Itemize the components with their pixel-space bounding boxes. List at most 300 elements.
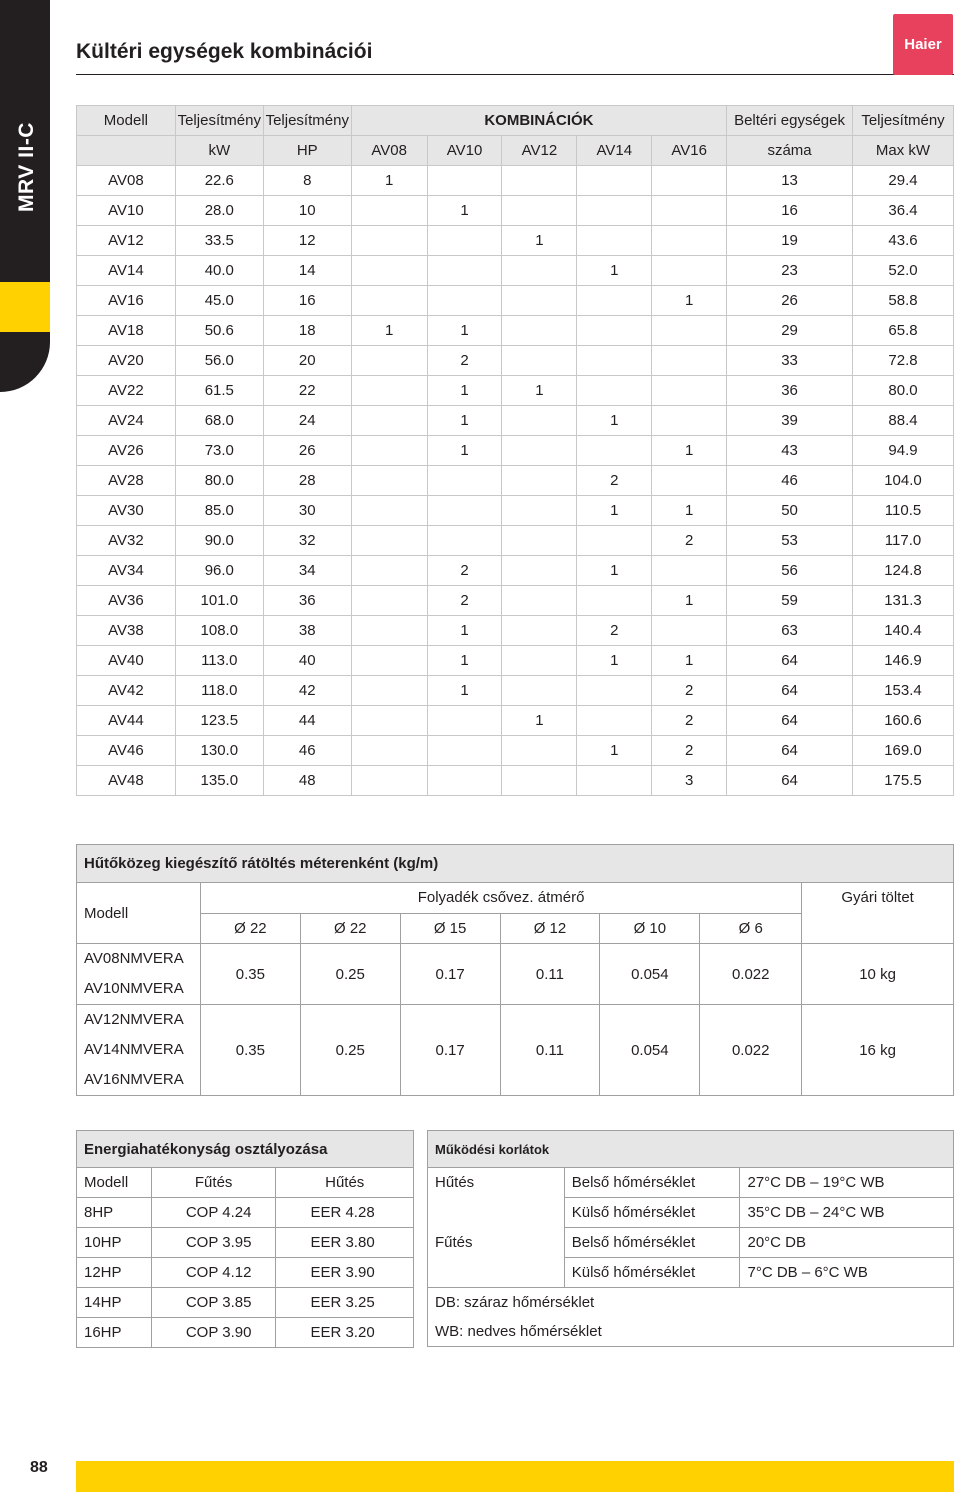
table-cell: 130.0 xyxy=(175,736,263,766)
table-cell: 40 xyxy=(263,646,351,676)
value-cell: 0.35 xyxy=(200,1005,300,1096)
table-cell: 13 xyxy=(727,166,853,196)
header-cell: Max kW xyxy=(853,136,954,166)
energy-cell: EER 3.25 xyxy=(276,1288,414,1318)
table-cell xyxy=(502,586,577,616)
table-cell: 1 xyxy=(427,376,502,406)
table-cell: AV36 xyxy=(77,586,176,616)
table-cell: 43 xyxy=(727,436,853,466)
table-cell: 58.8 xyxy=(853,286,954,316)
energy-cell: COP 4.12 xyxy=(151,1258,276,1288)
table-cell xyxy=(427,166,502,196)
table-row xyxy=(77,736,954,766)
limits-value: 35°C DB – 24°C WB xyxy=(740,1198,954,1228)
table-row xyxy=(77,616,954,646)
header-cell: AV08 xyxy=(351,136,427,166)
header-cell: Teljesítmény xyxy=(853,106,954,136)
limits-mode xyxy=(428,1258,565,1288)
table-cell: 73.0 xyxy=(175,436,263,466)
table-cell: 2 xyxy=(577,466,652,496)
energy-cell: EER 3.80 xyxy=(276,1228,414,1258)
diameter-header: Ø 10 xyxy=(600,913,700,944)
table-cell xyxy=(652,466,727,496)
table-cell: AV30 xyxy=(77,496,176,526)
table-cell xyxy=(652,406,727,436)
haier-logo xyxy=(893,14,953,75)
table-cell: 46 xyxy=(727,466,853,496)
value-cell: 0.022 xyxy=(700,1005,802,1096)
table-cell xyxy=(502,286,577,316)
table-cell xyxy=(652,346,727,376)
limits-mode: Fűtés xyxy=(428,1228,565,1258)
value-cell: 0.054 xyxy=(600,1005,700,1096)
table-row xyxy=(77,286,954,316)
table-cell: 80.0 xyxy=(175,466,263,496)
energy-row xyxy=(77,1288,414,1318)
limits-value: 20°C DB xyxy=(740,1228,954,1258)
table-cell: 2 xyxy=(652,526,727,556)
table-cell xyxy=(502,256,577,286)
table-cell: AV18 xyxy=(77,316,176,346)
table-row xyxy=(77,496,954,526)
table-cell xyxy=(351,496,427,526)
table-cell xyxy=(652,256,727,286)
table-row xyxy=(77,586,954,616)
table-cell: 1 xyxy=(427,646,502,676)
table-cell: 24 xyxy=(263,406,351,436)
table-row xyxy=(77,526,954,556)
energy-cell: COP 4.24 xyxy=(151,1198,276,1228)
table-cell: AV32 xyxy=(77,526,176,556)
table-cell: 56 xyxy=(727,556,853,586)
table-cell: 169.0 xyxy=(853,736,954,766)
table-row xyxy=(77,346,954,376)
table-cell xyxy=(351,646,427,676)
table-cell xyxy=(502,676,577,706)
table-cell: 30 xyxy=(263,496,351,526)
table-cell xyxy=(577,166,652,196)
table-cell xyxy=(427,526,502,556)
table-cell xyxy=(577,196,652,226)
energy-row xyxy=(77,1228,414,1258)
table-cell: 1 xyxy=(427,676,502,706)
table-cell xyxy=(652,376,727,406)
table-cell xyxy=(427,736,502,766)
header-cell: AV12 xyxy=(502,136,577,166)
table-cell xyxy=(652,556,727,586)
limits-value: 27°C DB – 19°C WB xyxy=(740,1168,954,1198)
table-cell: 1 xyxy=(427,316,502,346)
table-cell: 68.0 xyxy=(175,406,263,436)
value-cell: 0.25 xyxy=(300,944,400,1005)
table-cell: 140.4 xyxy=(853,616,954,646)
table-cell: AV26 xyxy=(77,436,176,466)
table-cell: 160.6 xyxy=(853,706,954,736)
table-cell xyxy=(427,766,502,796)
table-row xyxy=(77,766,954,796)
energy-cell: 14HP xyxy=(77,1288,152,1318)
table-cell: 18 xyxy=(263,316,351,346)
diameter-header: Ø 6 xyxy=(700,913,802,944)
table-cell: 36.4 xyxy=(853,196,954,226)
table-cell: 36 xyxy=(263,586,351,616)
table-cell xyxy=(502,466,577,496)
table-cell xyxy=(577,766,652,796)
table-cell: 1 xyxy=(577,736,652,766)
table-cell: 38 xyxy=(263,616,351,646)
table-cell: 14 xyxy=(263,256,351,286)
table-cell: 22.6 xyxy=(175,166,263,196)
table-cell xyxy=(351,766,427,796)
table-cell: 52.0 xyxy=(853,256,954,286)
table-cell xyxy=(652,196,727,226)
combinations-table xyxy=(76,105,954,796)
model-group xyxy=(77,1005,201,1096)
table-cell: AV46 xyxy=(77,736,176,766)
table-cell: 22 xyxy=(263,376,351,406)
table-cell: 50 xyxy=(727,496,853,526)
table-row xyxy=(77,676,954,706)
table-cell: 88.4 xyxy=(853,406,954,436)
table-cell xyxy=(652,616,727,646)
table-cell: 118.0 xyxy=(175,676,263,706)
table-cell: 2 xyxy=(652,676,727,706)
energy-body xyxy=(77,1198,414,1348)
model-header: Modell xyxy=(77,883,201,944)
table-cell: 1 xyxy=(351,316,427,346)
value-cell: 0.022 xyxy=(700,944,802,1005)
table-cell: 44 xyxy=(263,706,351,736)
table-cell xyxy=(577,346,652,376)
table-cell: 48 xyxy=(263,766,351,796)
table-cell: 2 xyxy=(427,586,502,616)
table-row xyxy=(77,256,954,286)
table-cell: 124.8 xyxy=(853,556,954,586)
table-cell xyxy=(502,166,577,196)
limits-param: Külső hőmérséklet xyxy=(564,1258,740,1288)
factory-value: 10 kg xyxy=(802,944,954,1005)
table-row xyxy=(77,646,954,676)
table-cell xyxy=(577,436,652,466)
header-cell: KOMBINÁCIÓK xyxy=(351,106,726,136)
table-cell: 2 xyxy=(427,346,502,376)
model-name: AV14NMVERA xyxy=(84,1041,184,1058)
table-cell: 50.6 xyxy=(175,316,263,346)
table-cell: 1 xyxy=(427,196,502,226)
table-cell: 64 xyxy=(727,736,853,766)
table-cell: 1 xyxy=(351,166,427,196)
table-cell xyxy=(427,256,502,286)
header-cell: kW xyxy=(175,136,263,166)
page-title: Kültéri egységek kombinációi xyxy=(76,40,373,63)
refrigerant-title: Hűtőközeg kiegészítő rátöltés méterenként (kg/m) xyxy=(77,845,954,883)
table-cell xyxy=(351,466,427,496)
table-cell: 2 xyxy=(652,736,727,766)
energy-cell: COP 3.95 xyxy=(151,1228,276,1258)
table-cell: AV42 xyxy=(77,676,176,706)
table-cell: 110.5 xyxy=(853,496,954,526)
table-row xyxy=(77,166,954,196)
table-cell: 3 xyxy=(652,766,727,796)
energy-cell: 12HP xyxy=(77,1258,152,1288)
table-row xyxy=(77,226,954,256)
table-cell xyxy=(502,736,577,766)
table-cell xyxy=(652,316,727,346)
table-cell xyxy=(351,256,427,286)
table-cell: 53 xyxy=(727,526,853,556)
table-cell: 2 xyxy=(427,556,502,586)
table-cell xyxy=(502,526,577,556)
table-cell: 117.0 xyxy=(853,526,954,556)
table-cell xyxy=(351,436,427,466)
header-cell: AV16 xyxy=(652,136,727,166)
diameter-header: Ø 12 xyxy=(500,913,600,944)
table-cell xyxy=(577,526,652,556)
table-cell: 26 xyxy=(727,286,853,316)
table-cell xyxy=(502,436,577,466)
table-cell xyxy=(427,706,502,736)
table-cell: 36 xyxy=(727,376,853,406)
table-cell: 64 xyxy=(727,676,853,706)
limits-value: 7°C DB – 6°C WB xyxy=(740,1258,954,1288)
table-cell: AV10 xyxy=(77,196,176,226)
table-cell xyxy=(351,286,427,316)
table-cell xyxy=(502,616,577,646)
limits-note: WB: nedves hőmérséklet xyxy=(428,1317,954,1347)
table-cell xyxy=(427,466,502,496)
table-cell: 1 xyxy=(502,376,577,406)
table-cell: AV34 xyxy=(77,556,176,586)
table-cell xyxy=(351,226,427,256)
energy-header: Hűtés xyxy=(276,1168,414,1198)
energy-cell: EER 4.28 xyxy=(276,1198,414,1228)
table-cell: 2 xyxy=(652,706,727,736)
table-cell: 42 xyxy=(263,676,351,706)
table-cell: AV14 xyxy=(77,256,176,286)
table-cell: AV28 xyxy=(77,466,176,496)
table-cell: 64 xyxy=(727,766,853,796)
table-cell: 33 xyxy=(727,346,853,376)
limits-mode xyxy=(428,1198,565,1228)
header-cell: Modell xyxy=(77,106,176,136)
side-tab-label-wrap xyxy=(12,112,42,222)
table-cell: 104.0 xyxy=(853,466,954,496)
table-cell: 59 xyxy=(727,586,853,616)
energy-cell: COP 3.90 xyxy=(151,1318,276,1348)
table-cell: 28.0 xyxy=(175,196,263,226)
table-cell: 1 xyxy=(577,406,652,436)
table-cell: 23 xyxy=(727,256,853,286)
table-cell: 90.0 xyxy=(175,526,263,556)
table-cell: 1 xyxy=(652,646,727,676)
model-group xyxy=(77,944,201,1005)
value-cell: 0.35 xyxy=(200,944,300,1005)
table-cell: AV20 xyxy=(77,346,176,376)
energy-row xyxy=(77,1318,414,1348)
limits-param: Belső hőmérséklet xyxy=(564,1228,740,1258)
table-cell xyxy=(351,376,427,406)
side-tab-label: MRV II-C xyxy=(15,122,38,212)
table-cell: 65.8 xyxy=(853,316,954,346)
table-row xyxy=(77,196,954,226)
header-cell: száma xyxy=(727,136,853,166)
table-cell: 64 xyxy=(727,646,853,676)
energy-table xyxy=(76,1130,414,1348)
table-cell xyxy=(502,346,577,376)
table-cell xyxy=(502,316,577,346)
limits-title: Működési korlátok xyxy=(428,1131,954,1168)
energy-cell: 16HP xyxy=(77,1318,152,1348)
table-cell: 1 xyxy=(577,556,652,586)
table-cell: 123.5 xyxy=(175,706,263,736)
table-cell xyxy=(577,316,652,346)
logo-text: Haier xyxy=(904,36,942,53)
table-cell: 10 xyxy=(263,196,351,226)
table-cell xyxy=(351,556,427,586)
table-cell: 26 xyxy=(263,436,351,466)
table-cell xyxy=(351,586,427,616)
table-row xyxy=(77,406,954,436)
table-cell xyxy=(351,736,427,766)
table-cell: 16 xyxy=(727,196,853,226)
value-cell: 0.054 xyxy=(600,944,700,1005)
header-cell: HP xyxy=(263,136,351,166)
factory-value: 16 kg xyxy=(802,1005,954,1096)
table-cell: AV40 xyxy=(77,646,176,676)
table-row xyxy=(77,316,954,346)
table-cell: AV38 xyxy=(77,616,176,646)
table-cell: 40.0 xyxy=(175,256,263,286)
table-cell: 94.9 xyxy=(853,436,954,466)
limits-mode: Hűtés xyxy=(428,1168,565,1198)
table-cell: 1 xyxy=(652,586,727,616)
table-cell: 64 xyxy=(727,706,853,736)
table-cell xyxy=(427,496,502,526)
value-cell: 0.17 xyxy=(400,944,500,1005)
footer-bar xyxy=(76,1461,954,1492)
table-cell: 72.8 xyxy=(853,346,954,376)
side-tab-accent xyxy=(0,282,50,332)
table-cell xyxy=(351,676,427,706)
table-cell: 20 xyxy=(263,346,351,376)
table-cell: AV08 xyxy=(77,166,176,196)
value-cell: 0.17 xyxy=(400,1005,500,1096)
table-cell xyxy=(502,766,577,796)
energy-title: Energiahatékonyság osztályozása xyxy=(77,1131,414,1168)
table-cell: 8 xyxy=(263,166,351,196)
header-cell: AV10 xyxy=(427,136,502,166)
table-cell: 135.0 xyxy=(175,766,263,796)
header-cell: Teljesítmény xyxy=(263,106,351,136)
table-cell: 1 xyxy=(502,706,577,736)
table-row xyxy=(77,436,954,466)
energy-cell: 8HP xyxy=(77,1198,152,1228)
model-name: AV12NMVERA xyxy=(84,1011,184,1028)
table-cell: 1 xyxy=(652,496,727,526)
table-cell: 1 xyxy=(502,226,577,256)
table-cell xyxy=(427,286,502,316)
table-row xyxy=(77,466,954,496)
table-cell xyxy=(502,646,577,676)
table-cell: 1 xyxy=(577,496,652,526)
table-cell: 33.5 xyxy=(175,226,263,256)
limits-param: Külső hőmérséklet xyxy=(564,1198,740,1228)
table-cell: 1 xyxy=(427,406,502,436)
table-cell xyxy=(577,286,652,316)
table-cell: 153.4 xyxy=(853,676,954,706)
table-cell xyxy=(577,376,652,406)
table-cell xyxy=(351,526,427,556)
table-cell: 2 xyxy=(577,616,652,646)
table-cell: 19 xyxy=(727,226,853,256)
table-cell xyxy=(577,676,652,706)
limits-table xyxy=(427,1130,954,1347)
energy-cell: 10HP xyxy=(77,1228,152,1258)
table-cell: AV22 xyxy=(77,376,176,406)
table-cell: 12 xyxy=(263,226,351,256)
value-cell: 0.25 xyxy=(300,1005,400,1096)
table-cell: 80.0 xyxy=(853,376,954,406)
energy-header: Modell xyxy=(77,1168,152,1198)
table-cell: AV24 xyxy=(77,406,176,436)
table-cell: 113.0 xyxy=(175,646,263,676)
table-cell xyxy=(502,496,577,526)
limits-param: Belső hőmérséklet xyxy=(564,1168,740,1198)
table-cell: 175.5 xyxy=(853,766,954,796)
table-cell xyxy=(502,556,577,586)
header-cell: AV14 xyxy=(577,136,652,166)
model-name: AV16NMVERA xyxy=(84,1071,184,1088)
table-cell: 56.0 xyxy=(175,346,263,376)
table-cell xyxy=(502,406,577,436)
header-cell: Beltéri egységek xyxy=(727,106,853,136)
table-cell: 39 xyxy=(727,406,853,436)
table-cell: 43.6 xyxy=(853,226,954,256)
table-cell: 63 xyxy=(727,616,853,646)
energy-header: Fűtés xyxy=(151,1168,276,1198)
table-cell: 45.0 xyxy=(175,286,263,316)
table-cell: 46 xyxy=(263,736,351,766)
table-cell xyxy=(577,586,652,616)
model-name: AV10NMVERA xyxy=(84,980,184,997)
table-cell: 29 xyxy=(727,316,853,346)
table-cell xyxy=(427,226,502,256)
table-cell xyxy=(351,346,427,376)
table-cell xyxy=(577,706,652,736)
value-cell: 0.11 xyxy=(500,1005,600,1096)
energy-row xyxy=(77,1258,414,1288)
header-cell: Teljesítmény xyxy=(175,106,263,136)
refrigerant-table xyxy=(76,844,954,1096)
table-cell: 32 xyxy=(263,526,351,556)
pipe-header: Folyadék csővez. átmérő xyxy=(200,883,801,914)
table-cell xyxy=(351,196,427,226)
table-cell: 29.4 xyxy=(853,166,954,196)
table-cell xyxy=(577,226,652,256)
energy-row xyxy=(77,1198,414,1228)
table-cell xyxy=(351,616,427,646)
table-cell: 1 xyxy=(577,646,652,676)
table-cell xyxy=(351,406,427,436)
table-cell: 85.0 xyxy=(175,496,263,526)
energy-cell: COP 3.85 xyxy=(151,1288,276,1318)
diameter-header: Ø 22 xyxy=(300,913,400,944)
table-cell: 34 xyxy=(263,556,351,586)
table-cell: 16 xyxy=(263,286,351,316)
table-cell: 101.0 xyxy=(175,586,263,616)
table-cell: 131.3 xyxy=(853,586,954,616)
table-cell: 1 xyxy=(652,286,727,316)
